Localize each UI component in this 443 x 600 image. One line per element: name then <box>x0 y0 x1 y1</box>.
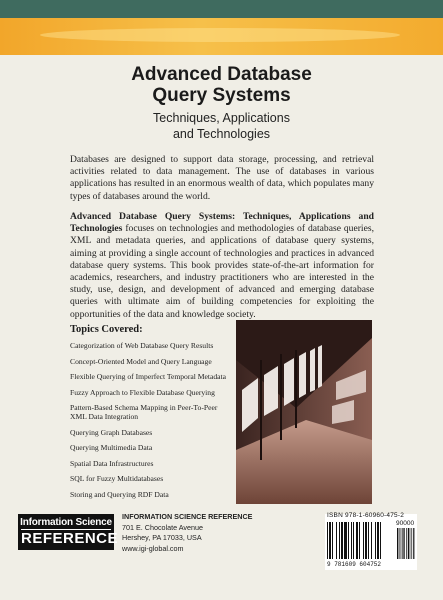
topic-item: Categorization of Web Database Query Results <box>70 341 214 350</box>
book-title <box>0 64 443 106</box>
book-subtitle-line2: and Technologies <box>172 127 271 141</box>
publisher-address1: 701 E. Chocolate Avenue <box>122 522 203 532</box>
barcode-bar <box>380 522 381 559</box>
addon-bar <box>410 528 411 559</box>
addon-bar <box>408 528 409 559</box>
publisher-website: www.igi-global.com <box>122 543 184 553</box>
isbn-text: ISBN 978-1-60960-475-2 <box>327 512 405 519</box>
top-color-band <box>0 0 443 18</box>
barcode-bar <box>371 522 372 559</box>
topic-item: Pattern-Based Schema Mapping in Peer-To-Peer XML Data Integration <box>70 403 218 421</box>
logo-line2: REFERENCE <box>21 530 119 547</box>
topic-item: Storing and Querying RDF Data <box>70 489 169 499</box>
barcode-bar <box>356 522 358 559</box>
addon-bar <box>406 528 407 559</box>
barcode-bar <box>329 522 331 559</box>
book-title-line1: Advanced Database <box>131 64 312 85</box>
description-lead: Advanced Database Query Systems: Techniques, Applications and Technologies <box>70 211 374 235</box>
addon-bar <box>413 528 414 559</box>
barcode-digits: 9 781609 604752 <box>327 561 382 568</box>
topic-item: Querying Graph Databases <box>70 427 153 437</box>
barcode-addon: 90000 <box>396 520 415 527</box>
corridor-photo <box>236 320 372 504</box>
barcode-bar <box>327 522 328 559</box>
publisher-address2: Hershey, PA 17033, USA <box>122 533 202 542</box>
addon-bar <box>404 528 405 559</box>
barcode-bar <box>339 522 340 559</box>
book-subtitle <box>0 110 443 142</box>
topics-heading: Topics Covered: <box>70 324 143 335</box>
barcode-bar <box>332 522 333 559</box>
barcode-bar <box>353 522 354 559</box>
barcode-bar <box>336 522 337 559</box>
barcode-bars <box>327 522 415 560</box>
book-title-line2: Query Systems <box>152 85 291 106</box>
addon-bar <box>397 528 398 559</box>
barcode-bar <box>359 522 360 559</box>
topic-item: Flexible Querying of Imperfect Temporal Metadata <box>70 372 226 381</box>
barcode-bar <box>365 522 367 559</box>
corridor-illustration <box>236 320 372 504</box>
logo-line1: Information Science <box>20 517 112 528</box>
barcode-bar <box>341 522 343 559</box>
topic-item: Spatial Data Infrastructures <box>70 458 154 468</box>
description-body: focuses on technologies and methodologies of database queries, XML and metadata queries, and applications of database query systems, aiming at providing a single account of technologies and practices in advanced database query systems. This book provides state-of-the-art information for academics, researchers, and industry practitioners who are interested in the study, use, design, and development of advanced and emerging database queries with ultimate aim of building competencies for exploiting the opportunities of the data and knowledge society. <box>70 223 374 320</box>
book-subtitle-line1: Techniques, Applications <box>153 111 290 125</box>
intro-paragraph: Databases are designed to support data storage, processing, and retrieval activities related to data management. The use of databases in various applications has resulted in an enormous wealth of data, which populates many types of databases around the world. <box>70 154 374 202</box>
publisher-name: INFORMATION SCIENCE REFERENCE <box>122 512 253 521</box>
topic-item: SQL for Fuzzy Multidatabases <box>70 474 164 483</box>
publisher-logo <box>18 514 119 550</box>
topic-item: Concept-Oriented Model and Query Language <box>70 356 212 366</box>
topic-item: Querying Multimedia Data <box>70 443 153 452</box>
topics-list <box>70 341 245 505</box>
barcode-bar <box>377 522 379 559</box>
barcode-bar <box>351 522 352 559</box>
topic-item: Fuzzy Approach to Flexible Database Querying <box>70 387 215 397</box>
barcode-bar <box>348 522 349 559</box>
barcode-bar <box>375 522 376 559</box>
addon-bar <box>399 528 400 559</box>
barcode-bar <box>363 522 364 559</box>
addon-bar <box>402 528 403 559</box>
description-paragraph <box>70 211 374 321</box>
barcode-bar <box>368 522 369 559</box>
orange-band <box>0 18 443 55</box>
band-swoosh <box>40 28 400 42</box>
publisher-imprint <box>122 512 292 554</box>
barcode-bar <box>344 522 347 559</box>
addon-bar <box>411 528 412 559</box>
addon-bar <box>401 528 402 559</box>
